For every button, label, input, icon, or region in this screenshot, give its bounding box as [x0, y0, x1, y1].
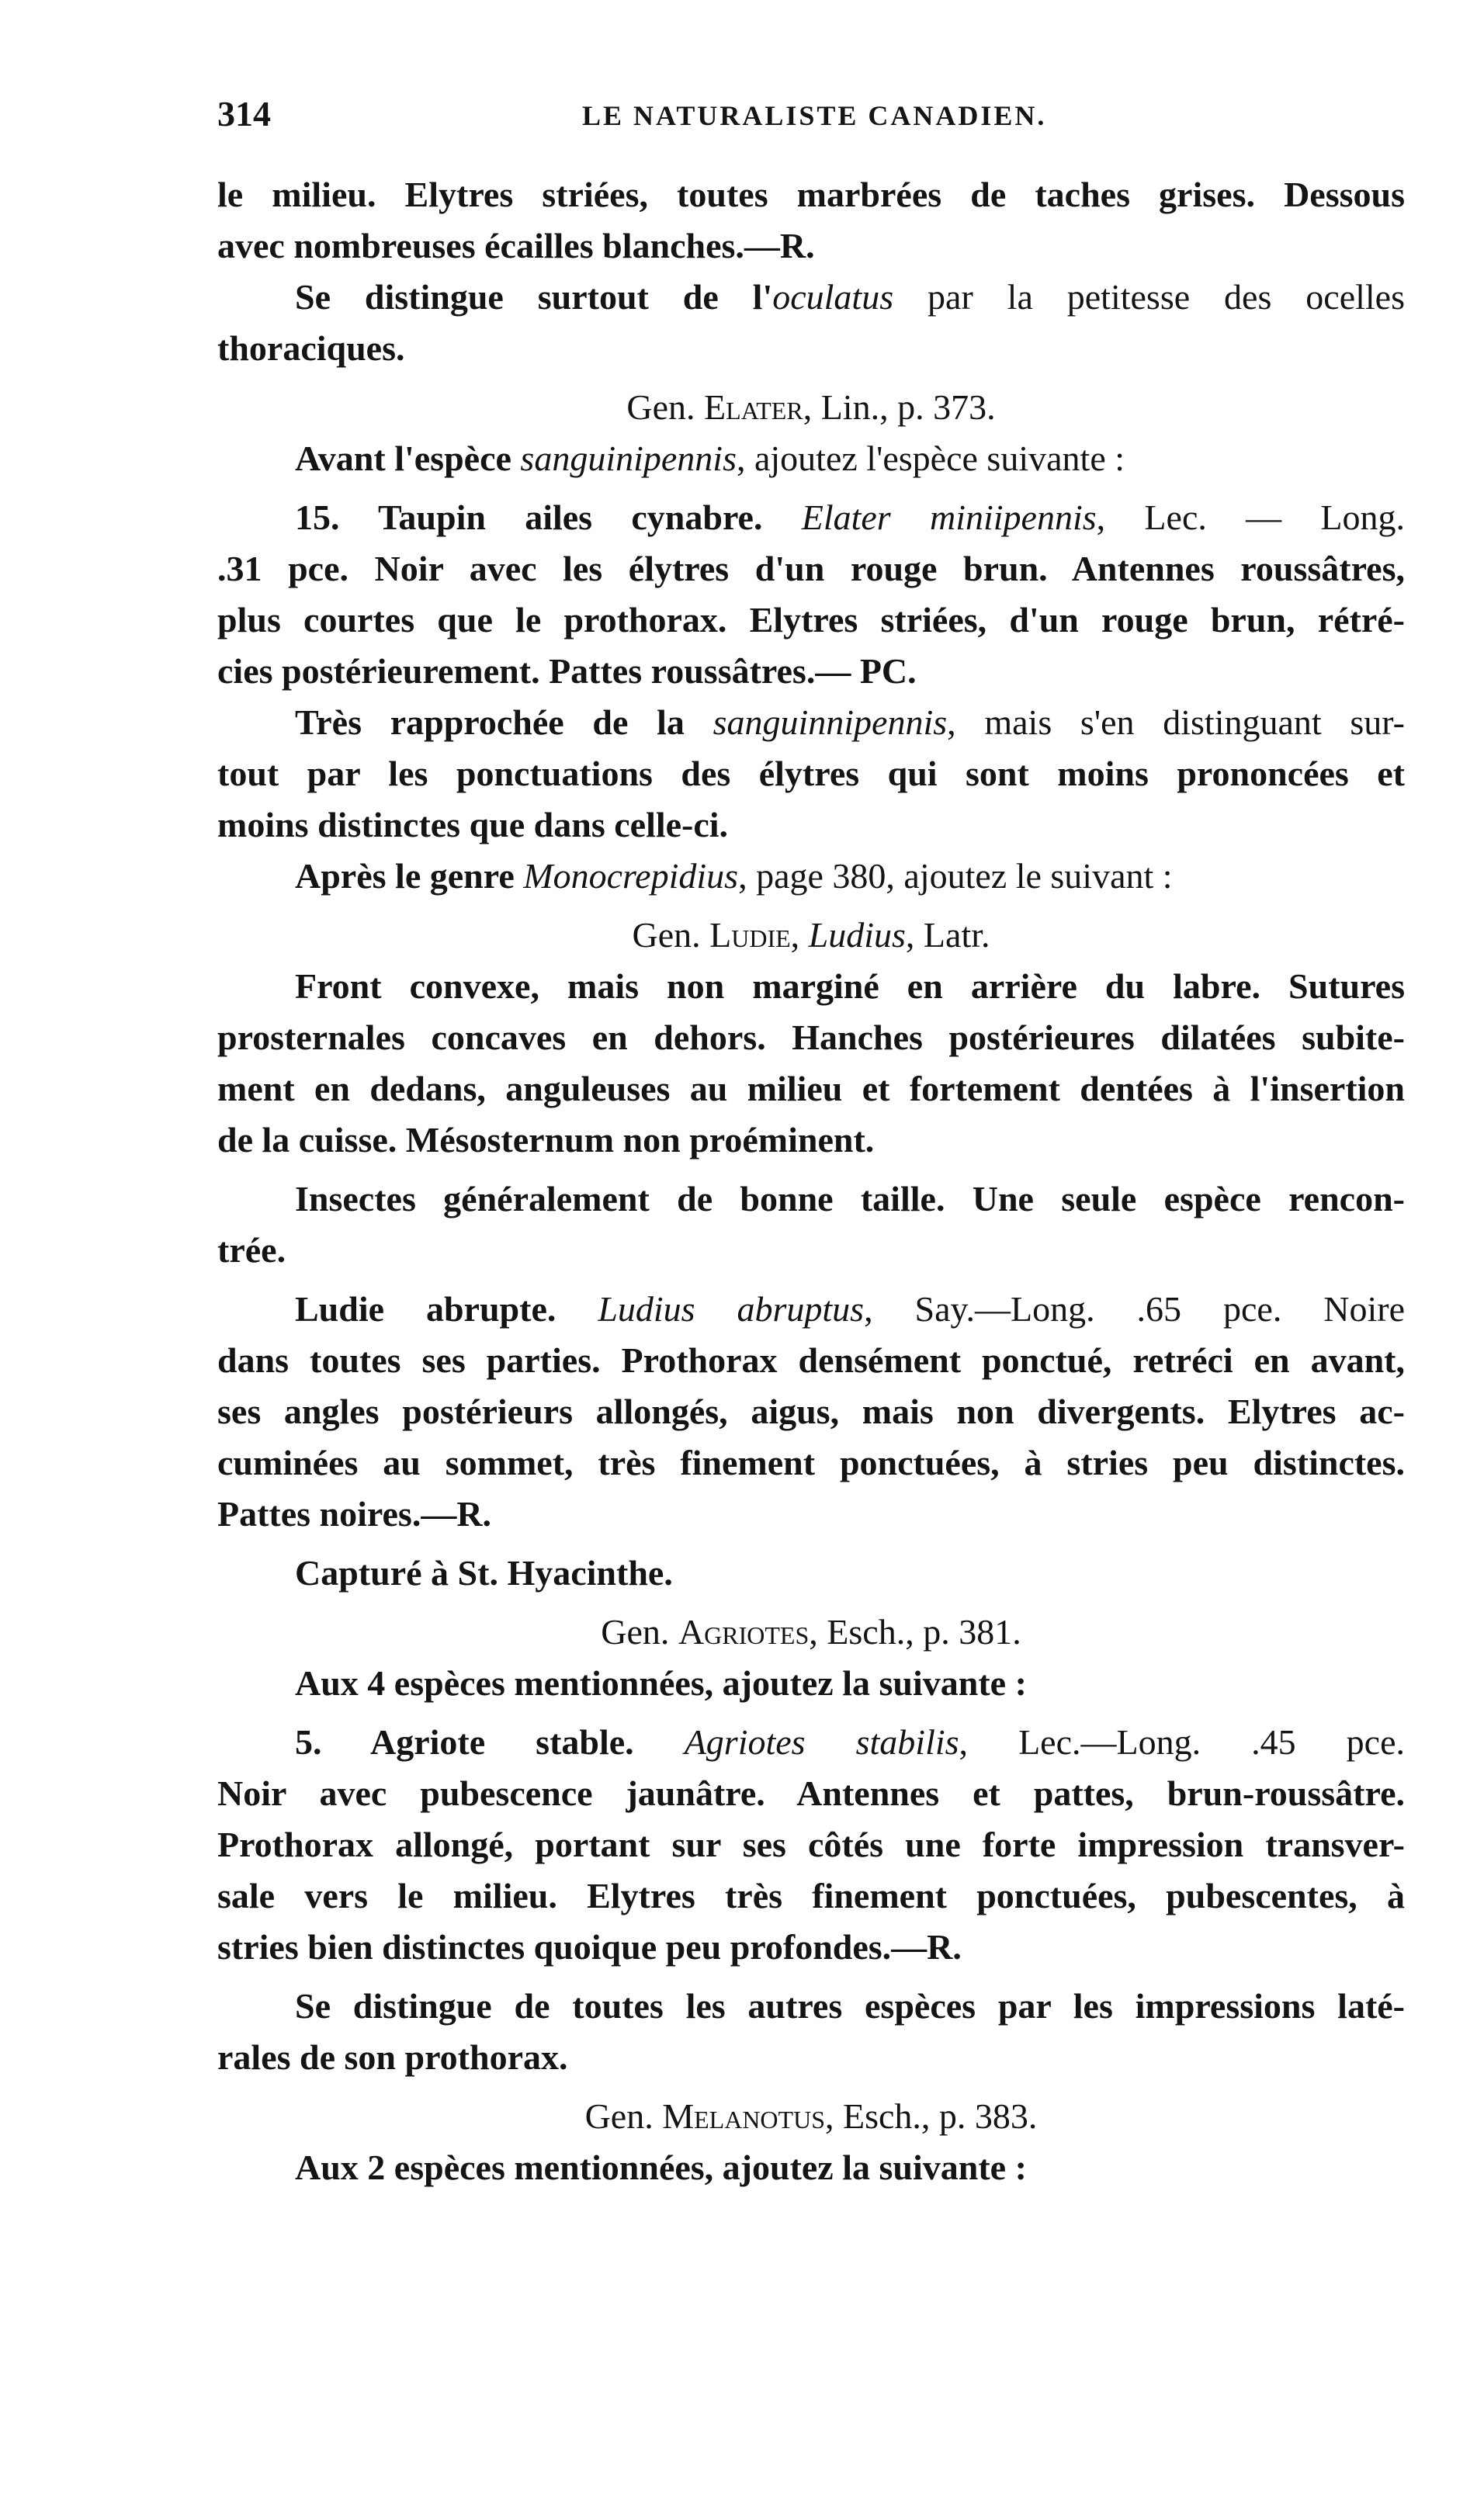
text-line: [217, 2142, 1405, 2193]
genus-heading: [217, 382, 1405, 433]
latin-name: Ludius: [808, 915, 906, 955]
genus-heading: [217, 2091, 1405, 2142]
text-segment: thoraciques.: [217, 328, 405, 368]
latin-name: Ludius abruptus: [598, 1289, 865, 1329]
text-segment: 15. Taupin ailes cynabre.: [295, 497, 802, 537]
text-segment: moins distinctes que dans celle-ci.: [217, 805, 729, 844]
text-line: [217, 1658, 1405, 1709]
text-segment: Gen.: [632, 915, 710, 955]
page-header: [217, 93, 1405, 140]
text-line: [217, 961, 1405, 1012]
latin-name: Agriotes stabilis: [684, 1722, 959, 1762]
text-segment: cuminées au sommet, très finement ponctuées, à stries peu distinctes.: [217, 1443, 1405, 1482]
text-segment: , ajoutez l'espèce suivante :: [736, 439, 1125, 478]
text-line: [217, 1225, 1405, 1276]
text-segment: stries bien distinctes quoique peu profondes.—R.: [217, 1927, 962, 1967]
text-line: [217, 1115, 1405, 1166]
text-segment: Pattes noires.—R.: [217, 1494, 492, 1534]
text-segment: trée.: [217, 1230, 286, 1270]
text-segment: Front convexe, mais non marginé en arrière du labre. Sutures: [295, 966, 1405, 1006]
text-line: [217, 1386, 1405, 1437]
text-segment: , Latr.: [905, 915, 990, 955]
text-segment: plus courtes que le prothorax. Elytres striées, d'un rouge brun, rétré-: [217, 600, 1405, 640]
text-line: [217, 1768, 1405, 1819]
text-segment: tout par les ponctuations des élytres qui sont moins prononcées et: [217, 754, 1405, 793]
text-line: [217, 2032, 1405, 2083]
text-segment: Noir avec pubescence jaunâtre. Antennes et pattes, brun-roussâtre.: [217, 1773, 1405, 1813]
text-line: [217, 851, 1405, 902]
text-segment: , Say.—Long. .65 pce. Noire: [864, 1289, 1405, 1329]
text-segment: , Lec.—Long. .45 pce.: [959, 1722, 1405, 1762]
text-segment: dans toutes ses parties. Prothorax densément ponctué, retréci en avant,: [217, 1340, 1405, 1380]
latin-name: sanguinnipennis: [713, 702, 948, 742]
text-segment: , Esch., p. 381.: [809, 1612, 1021, 1652]
text-line: [217, 1489, 1405, 1540]
genus-name: Agriotes: [678, 1612, 810, 1652]
text-segment: Gen.: [626, 387, 705, 427]
text-line: [217, 220, 1405, 272]
page-number: 314: [217, 94, 271, 133]
text-segment: de la cuisse. Mésosternum non proéminent.: [217, 1120, 875, 1160]
text-segment: Avant l'espèce: [295, 439, 521, 478]
body-text: [217, 169, 1405, 2193]
latin-name: Elater miniipennis: [801, 497, 1097, 537]
text-segment: cies postérieurement. Pattes roussâtres.— PC.: [217, 651, 917, 691]
text-segment: , Lin., p. 373.: [803, 387, 996, 427]
text-segment: sale vers le milieu. Elytres très finement ponctuées, pubescentes, à: [217, 1876, 1405, 1915]
text-segment: ses angles postérieurs allongés, aigus, mais non divergents. Elytres ac-: [217, 1392, 1405, 1431]
text-segment: , Esch., p. 383.: [825, 2096, 1038, 2136]
latin-name: oculatus: [772, 277, 894, 317]
text-segment: ment en dedans, anguleuses au milieu et fortement dentées à l'insertion: [217, 1069, 1405, 1108]
text-line: [217, 272, 1405, 323]
text-line: [217, 169, 1405, 220]
genus-name: Elater: [704, 387, 803, 427]
text-line: [217, 1063, 1405, 1115]
text-line: [217, 1922, 1405, 1973]
genus-heading: [217, 1607, 1405, 1658]
text-segment: 5. Agriote stable.: [295, 1722, 685, 1762]
text-segment: Aux 4 espèces mentionnées, ajoutez la suivante :: [295, 1663, 1027, 1703]
text-segment: Capturé à St. Hyacinthe.: [295, 1553, 673, 1593]
text-line: [217, 492, 1405, 543]
text-segment: , mais s'en distinguant sur-: [947, 702, 1405, 742]
text-segment: le milieu. Elytres striées, toutes marbrées de taches grises. Dessous: [217, 175, 1405, 214]
text-line: [217, 1173, 1405, 1225]
text-line: [217, 1717, 1405, 1768]
text-line: [217, 799, 1405, 851]
running-title: LE NATURALISTE CANADIEN.: [582, 100, 1047, 131]
text-segment: Se distingue de toutes les autres espèces par les impressions laté-: [295, 1986, 1405, 2026]
text-segment: Gen.: [601, 1612, 678, 1652]
text-line: [217, 1981, 1405, 2032]
text-line: [217, 1284, 1405, 1335]
text-segment: prosternales concaves en dehors. Hanches postérieures dilatées subite-: [217, 1017, 1405, 1057]
text-line: [217, 697, 1405, 748]
genus-heading: [217, 910, 1405, 961]
text-line: [217, 1548, 1405, 1599]
text-line: [217, 646, 1405, 697]
genus-name: Melanotus: [662, 2096, 825, 2136]
text-segment: par la petitesse des ocelles: [893, 277, 1405, 317]
text-segment: Ludie abrupte.: [295, 1289, 598, 1329]
text-line: [217, 1335, 1405, 1386]
text-line: [217, 1437, 1405, 1489]
text-line: [217, 748, 1405, 799]
text-line: [217, 323, 1405, 374]
text-segment: Prothorax allongé, portant sur ses côtés une forte impression transver-: [217, 1825, 1405, 1864]
text-segment: .31 pce. Noir avec les élytres d'un rouge brun. Antennes roussâtres,: [217, 549, 1405, 588]
text-segment: rales de son prothorax.: [217, 2037, 568, 2077]
genus-name: Ludie: [709, 915, 791, 955]
text-segment: , Lec. — Long.: [1096, 497, 1405, 537]
text-segment: ,: [790, 915, 809, 955]
latin-name: sanguinipennis: [520, 439, 737, 478]
text-line: [217, 595, 1405, 646]
latin-name: Monocrepidius: [523, 856, 739, 896]
text-segment: Gen.: [584, 2096, 663, 2136]
text-line: [217, 433, 1405, 484]
text-segment: avec nombreuses écailles blanches.—R.: [217, 226, 815, 265]
text-line: [217, 1819, 1405, 1870]
text-segment: Aux 2 espèces mentionnées, ajoutez la suivante :: [295, 2148, 1027, 2187]
text-line: [217, 1870, 1405, 1922]
text-segment: Se distingue surtout de l': [295, 277, 773, 317]
text-line: [217, 543, 1405, 595]
text-segment: Très rapprochée de la: [295, 702, 713, 742]
text-segment: , page 380, ajoutez le suivant :: [738, 856, 1173, 896]
text-segment: Insectes généralement de bonne taille. Une seule espèce rencon-: [295, 1179, 1405, 1219]
text-line: [217, 1012, 1405, 1063]
text-segment: Après le genre: [295, 856, 524, 896]
